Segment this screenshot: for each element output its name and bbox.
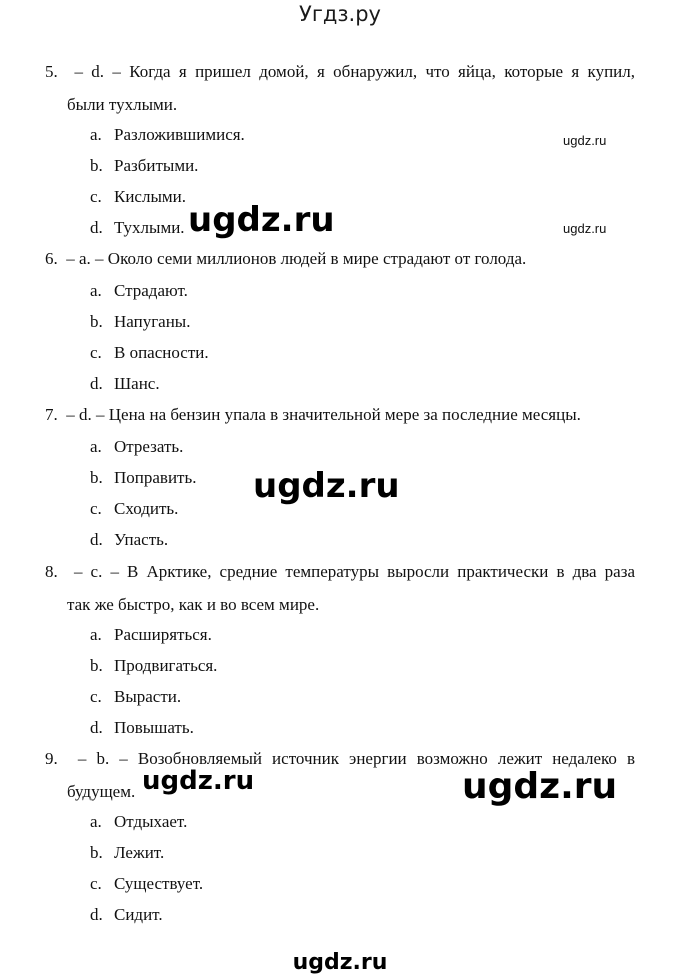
watermark-small-2: ugdz.ru [563, 221, 607, 236]
question-8-line2: так же быстро, как и во всем мире. [67, 595, 320, 614]
question-number: 5. [45, 62, 58, 81]
option-5b: b. Разбитыми. [90, 156, 199, 175]
question-7-line1 [45, 406, 581, 423]
option-8b: b. Продвигаться. [90, 656, 218, 675]
option-5c: c. Кислыми. [90, 187, 186, 206]
option-7a: a. Отрезать. [90, 437, 184, 456]
option-6c: c. В опасности. [90, 343, 209, 362]
option-7b: b. Поправить. [90, 468, 197, 487]
question-number: 9. [45, 749, 58, 768]
option-8d: d. Повышать. [90, 718, 194, 737]
option-7c: c. Сходить. [90, 499, 179, 518]
question-9-line1 [45, 750, 635, 767]
option-9b: b. Лежит. [90, 843, 165, 862]
option-9c: c. Существует. [90, 874, 204, 893]
watermark-big-1: ugdz.ru [188, 200, 335, 240]
option-5d: d. Тухлыми. [90, 218, 185, 237]
question-number: 6. [45, 249, 58, 268]
question-text: – d. – Когда я пришел домой, я обнаружил, что яйца, которые я купил, [74, 62, 636, 81]
footer-watermark: ugdz.ru [292, 950, 388, 975]
question-number: 8. [45, 562, 58, 581]
site-title: Угдз.ру [299, 2, 381, 26]
question-6-line1 [45, 250, 526, 267]
option-8c: c. Вырасти. [90, 687, 182, 706]
question-9-line2: будущем. [67, 782, 136, 801]
option-6a: a. Страдают. [90, 281, 188, 300]
question-text: – d. – Цена на бензин упала в значительной мере за последние месяцы. [66, 405, 581, 424]
option-6d: d. Шанс. [90, 374, 160, 393]
question-text: – b. – Возобновляемый источник энергии возможно лежит недалеко в [77, 749, 635, 768]
question-text: – a. – Около семи миллионов людей в мире страдают от голода. [66, 249, 527, 268]
question-8-line1 [45, 563, 635, 580]
watermark-small-1: ugdz.ru [563, 133, 607, 148]
watermark-big-2: ugdz.ru [253, 466, 400, 506]
question-text: – c. – В Арктике, средние температуры выросли практически в два раза [73, 562, 635, 581]
option-8a: a. Расширяться. [90, 625, 212, 644]
watermark-big-4: ugdz.ru [462, 766, 618, 807]
option-9a: a. Отдыхает. [90, 812, 188, 831]
question-5-line1 [45, 63, 635, 80]
watermark-big-3: ugdz.ru [142, 766, 255, 796]
option-7d: d. Упасть. [90, 530, 169, 549]
option-9d: d. Сидит. [90, 905, 163, 924]
option-6b: b. Напуганы. [90, 312, 191, 331]
question-5-line2: были тухлыми. [67, 95, 178, 114]
option-5a: a. Разложившимися. [90, 125, 245, 144]
question-number: 7. [45, 405, 58, 424]
